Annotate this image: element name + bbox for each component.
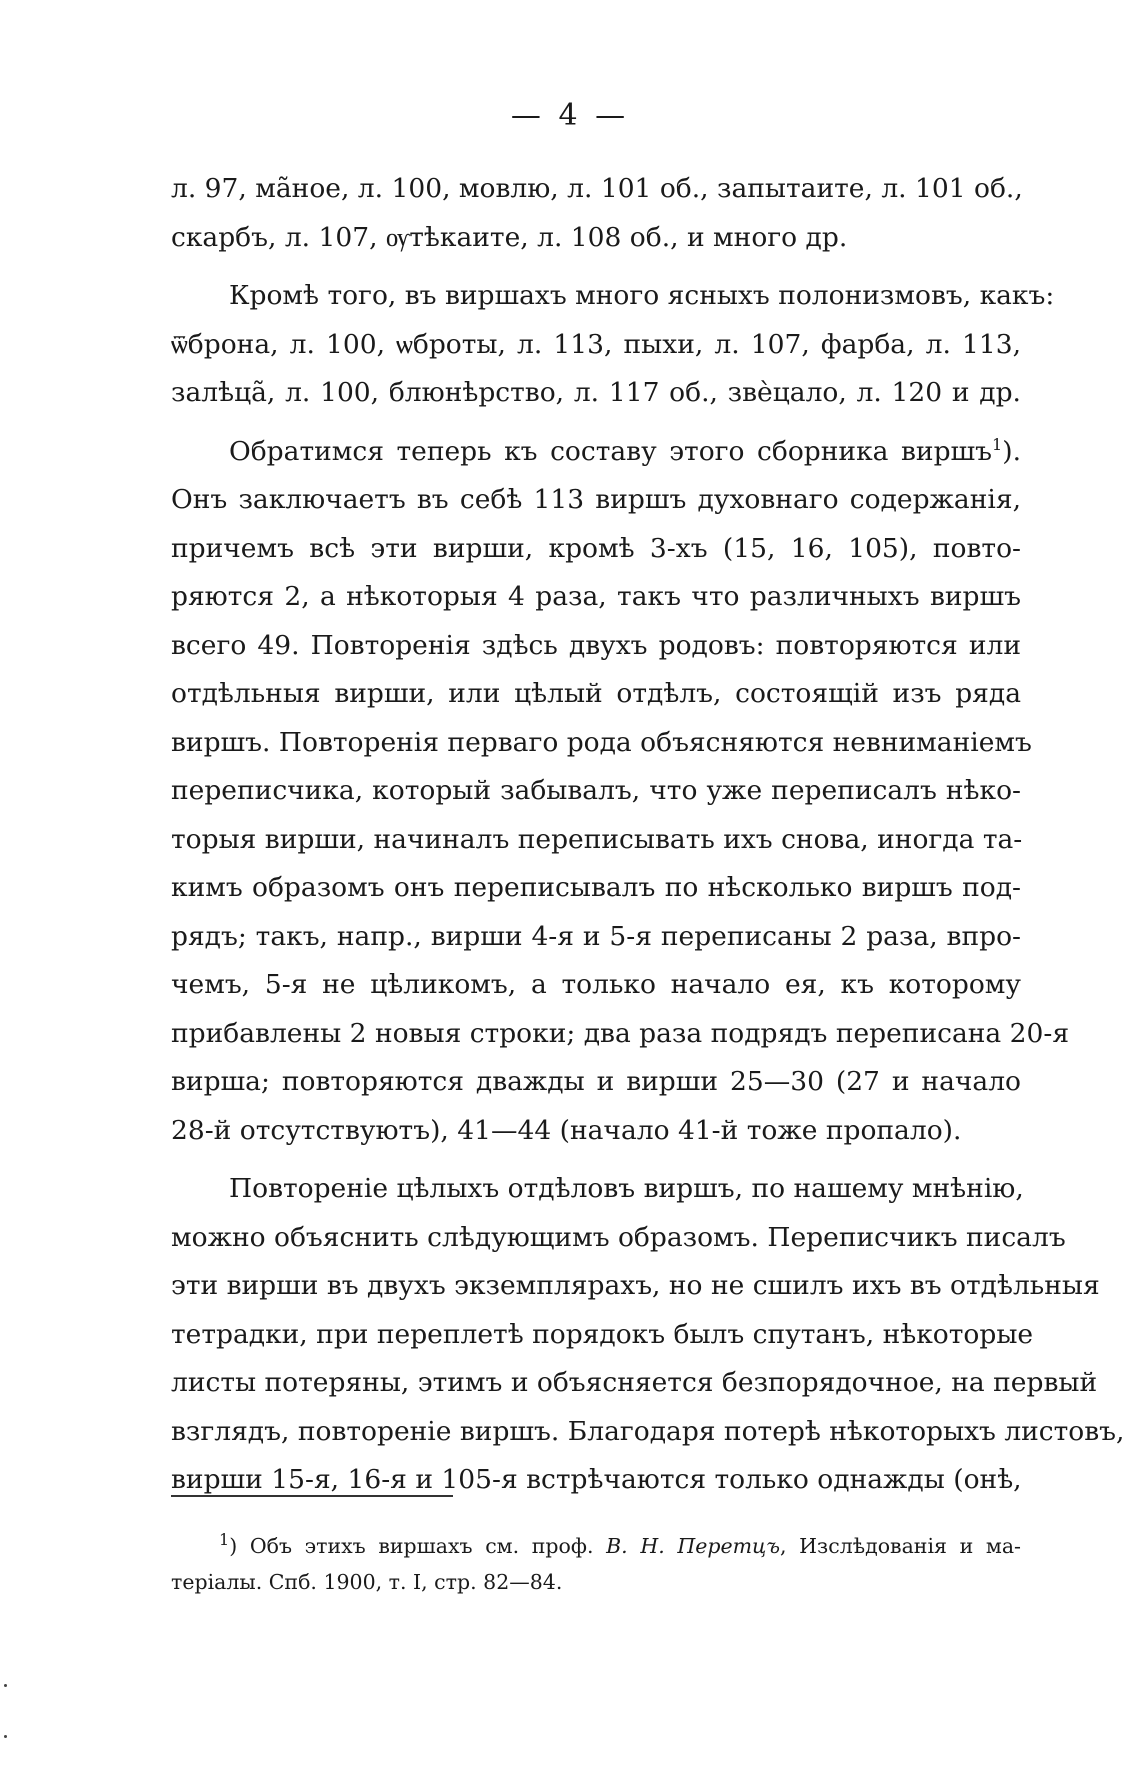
text-line: отдѣльныя вирши, или цѣлый отдѣлъ, состоящій изъ ряда [171, 678, 1021, 709]
text-line: кимъ образомъ онъ переписывалъ по нѣсколько виршъ под- [171, 872, 1021, 903]
footnote-separator [171, 1495, 453, 1497]
text-line [171, 428, 1021, 477]
text-line: торыя вирши, начиналъ переписывать ихъ снова, иногда та- [171, 823, 1023, 855]
scan-speck [4, 1735, 7, 1738]
text-line: 28-й отсутствуютъ), 41—44 (начало 41-й тоже пропало). [171, 1114, 962, 1146]
scan-speck [4, 1684, 7, 1687]
text-line: переписчика, который забывалъ, что уже переписалъ нѣко- [171, 775, 1021, 806]
text-segment: ). [1002, 435, 1021, 467]
footnote-line [171, 1528, 1021, 1564]
text-line: рядъ; такъ, напр., вирши 4-я и 5-я переписаны 2 раза, впро- [171, 920, 1021, 952]
footnote-line: теріалы. Спб. 1900, т. I, стр. 82—84. [171, 1570, 563, 1594]
text-line: можно объяснить слѣдующимъ образомъ. Переписчикъ писалъ [171, 1221, 1066, 1253]
text-line: причемъ всѣ эти вирши, кромѣ 3-хъ (15, 16, 105), повто- [171, 532, 1021, 564]
main-text [171, 165, 1125, 1505]
text-line: тетрадки, при переплетѣ порядокъ былъ спутанъ, нѣкоторые [171, 1318, 1034, 1350]
text-segment: Обратимся теперь къ составу этого сборника виршъ [229, 435, 993, 467]
text-line: Онъ заключаетъ въ себѣ 113 виршъ духовнаго содержанія, [171, 484, 1021, 515]
text-line: вирша; повторяются дважды и вирши 25—30 (27 и начало [171, 1066, 1021, 1097]
text-line: эти вирши въ двухъ экземплярахъ, но не сшилъ ихъ въ отдѣльныя [171, 1270, 1100, 1301]
text-line: вирши 15-я, 16-я и 105-я встрѣчаются только однажды (онѣ, [171, 1464, 1022, 1495]
text-line: виршъ. Повторенія перваго рода объясняются невниманіемъ [171, 726, 1032, 758]
text-line: скарбъ, л. 107, ѹтѣкаите, л. 108 об., и много др. [171, 221, 848, 253]
text-line: ряются 2, а нѣкоторыя 4 раза, такъ что различныхъ виршъ [171, 581, 1021, 612]
footnote-text: , Изслѣдованія и ма- [780, 1534, 1021, 1558]
footnote [171, 1528, 1021, 1600]
page-number: — 4 — [510, 98, 630, 133]
text-line: ѿброна, л. 100, ѡброты, л. 113, пыхи, л. 107, фарба, л. 113, [171, 328, 1021, 360]
text-line: залѣца̃, л. 100, блюнѣрство, л. 117 об., звѐцало, л. 120 и др. [171, 377, 1021, 408]
text-line: Кромѣ того, въ виршахъ много ясныхъ полонизмовъ, какъ: [229, 280, 1055, 311]
footnote-reference[interactable]: 1 [992, 434, 1003, 454]
text-line: прибавлены 2 новыя строки; два раза подрядъ переписана 20-я [171, 1017, 1070, 1049]
text-line: листы потеряны, этимъ и объясняется безпорядочное, на первый [171, 1367, 1098, 1398]
text-line: всего 49. Повторенія здѣсь двухъ родовъ: повторяются или [171, 629, 1021, 661]
text-line: чемъ, 5-я не цѣликомъ, а только начало ея, къ которому [171, 969, 1021, 1000]
text-line: Повтореніе цѣлыхъ отдѣловъ виршъ, по нашему мнѣнію, [229, 1173, 1024, 1204]
footnote-text: ) Объ этихъ виршахъ см. проф. [229, 1534, 594, 1558]
text-line: л. 97, ма̃ное, л. 100, мовлю, л. 101 об., запытаите, л. 101 об., [171, 173, 1023, 204]
footnote-marker: 1 [219, 1530, 230, 1550]
text-line: взглядъ, повтореніе виршъ. Благодаря потерѣ нѣкоторыхъ листовъ, [171, 1415, 1125, 1447]
footnote-author: В. Н. Перетцъ [606, 1534, 781, 1558]
